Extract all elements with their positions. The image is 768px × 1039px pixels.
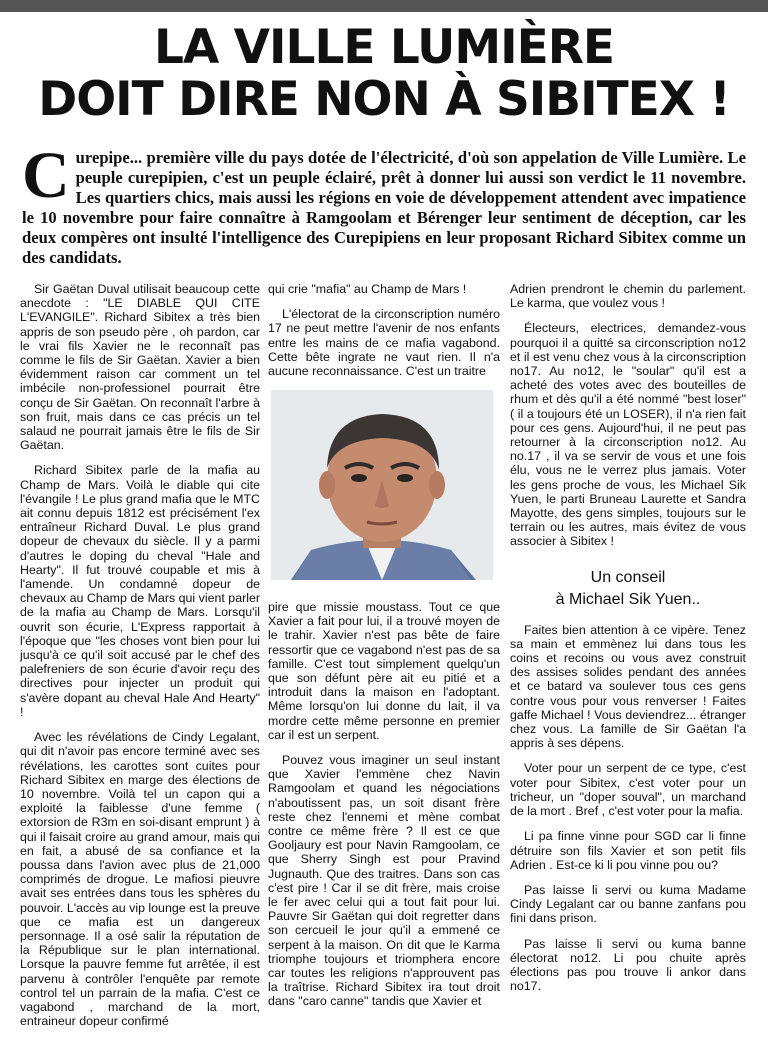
- col2-paragraph-3: pire que missie moustass. Tout ce que Xavier a fait pour lui, il a trouvé moyen de le trahir. Xavier n'est pas bête de faire ressortir que ce vagabond n'est pas de sa famille. C'est tout simplement quelqu'un que son défunt père ait eu pitié et a introduit dans la maison en l'adoptant. Même lorsqu'on lui donne du lait, il va mordre cette même personne en premier car il est un serpent.: [268, 600, 500, 742]
- portrait-illustration: [271, 390, 493, 580]
- col3-paragraph-1: Adrien prendront le chemin du parlement. Le karma, que voulez vous !: [510, 282, 746, 311]
- lead-paragraph: [22, 139, 746, 268]
- column-2-top: [268, 282, 500, 389]
- headline-line-1: LA VILLE LUMIÈRE: [153, 20, 614, 75]
- col3-paragraph-6: Pas laisse li servi ou kuma Madame Cindy Legalant car ou banne zanfans pou fini dans prison.: [510, 882, 746, 926]
- col3-paragraph-3: Faites bien attention à ce vipère. Tenez sa main et emmènez lui dans tous les coins et recoins ou vous avez construit des assises solides pendant des années et ce batard va soulever tous ces gens contre vous pour vous renverser ! Faites gaffe Michael ! Vous deviendrez... étranger chez vous. La famille de Sir Gaëtan l'a appris à ses dépens.: [510, 622, 746, 751]
- column-3: [510, 282, 746, 1004]
- col3-paragraph-7: Pas laisse li servi ou kuma banne électorat no12. Li pou chuite après élections pas pou trouve li ankor dans no17.: [510, 936, 746, 994]
- portrait-photo: [271, 390, 493, 580]
- subheading-line-2: à Michael Sik Yuen..: [555, 590, 701, 608]
- top-bar: [0, 0, 768, 12]
- column-1: [20, 282, 260, 1039]
- subheading-line-1: Un conseil: [590, 568, 666, 586]
- col3-paragraph-2: Électeurs, electrices, demandez-vous pourquoi il a quitté sa circonscription no12 et il est venu chez vous à la circonscription no17. Au no12, le "soular" qu'il est a acheté des votes avec des bouteilles de rhum et dès qu'il a été nommé "best loser" ( il a toujours été un LOSER), il n'a rien fait pour ces gens. Aujourd'hui, il ne peut pas retourner à la circonscription no12. Au no.17 , il va se servir de vous et une fois élu, vous ne le verrez plus jamais. Voter les gens proche de vous, les Michael Sik Yuen, le parti Bruneau Laurette et Sandra Mayotte, des gens simples, toujours sur le terrain ou les autres, mais évitez de vous associer à Sibitex !: [510, 321, 746, 549]
- col2-paragraph-1: qui crie "mafia" au Champ de Mars !: [268, 282, 467, 296]
- headline-line-2: DOIT DIRE NON À SIBITEX !: [38, 72, 730, 127]
- col3-paragraph-4: Voter pour un serpent de ce type, c'est voter pour Sibitex, c'est voter pour un tricheur, un "doper souval", un marchand de la mort . Bref , c'est voter pour la mafia.: [510, 761, 746, 819]
- subheading: [510, 567, 746, 611]
- col2-paragraph-2: L'électorat de la circonscription numéro 17 ne peut mettre l'avenir de nos enfants entre les mains de ce mafia vagabond. Cette bête ingrate ne vaut rien. Il n'a aucune reconnaissance. C'est un traitre: [268, 307, 500, 379]
- col1-paragraph-3: Avec les révélations de Cindy Legalant, qui dit n'avoir pas encore terminé avec ses révélations, les carottes sont cuites pour Richard Sibitex en marge des élections de 10 novembre. Voilà tel un capon qui a exploité la faiblesse d'une femme ( extorsion de R3m en soi-disant emprunt ) à qui il faisait croire au grand amour, mais qui en fait, a abusé de sa confiance et la poussa dans l'avion avec plus de 21,000 comprimés de drogue. Le mafiosi pieuvre avait ses entrées dans tous les sphères du pouvoir. L'accès au vip lounge est la preuve que ce mafia est un dangereux personnage. Il a osé salir la réputation de la République sur le plan international. Lorsque la pauvre femme fut arrêtée, il est parvenu à contrôler l'enquête par remote control tel un parrain de la mafia. C'est ce vagabond , marchand de la mort, entraineur dopeur confirmé: [20, 730, 261, 1029]
- headline: [0, 22, 768, 126]
- column-2-bottom: [268, 600, 500, 1020]
- col3-paragraph-5: Li pa finne vinne pour SGD car li finne détruire son fils Xavier et son petit fils Adrien . Est-ce ki li pou vinne pou ou?: [510, 829, 746, 872]
- col2-paragraph-4: Pouvez vous imaginer un seul instant que Xavier l'emmène chez Navin Ramgoolam et quand les négociations n'aboutissent pas, un soit disant frère reste chez l'ennemi et mène combat contre ce même frère ? Il est ce que Gooljaury est pour Navin Ramgoolam, ce que Sherry Singh est pour Pravind Jugnauth. Que des traitres. Dans son cas c'est pire ! Car il se dit frère, mais croise le fer avec celui qui a tout fait pour lui. Pauvre Sir Gaëtan qui doit regretter dans son cercueil le jour qu'il a emmené ce serpent à la maison. On dit que le Karma triomphe toujours et triomphera encore car toutes les religions n'approuvent pas la traîtrise. Richard Sibitex ira tout droit dans "caro canne" tandis que Xavier et: [268, 753, 500, 1009]
- lead-text: urepipe... première ville du pays dotée de l'électricité, d'où son appelation de Ville Lumière. Le peuple curepipien, c'est un peuple éclairé, prêt à donner lui aussi son verdict le 11 novembre. Les quartiers chics, mais aussi les régions en voie de développement attendent avec impatience le 10 novembre pour faire connaître à Ramgoolam et Bérenger leur sentiment de déception, car les deux compères ont insulté l'intelligence des Curepipiens en leur proposant Richard Sibitex comme un des candidats.: [22, 148, 746, 267]
- col1-paragraph-1: Sir Gaëtan Duval utilisait beaucoup cette anecdote : "LE DIABLE QUI CITE L'EVANGILE". Richard Sibitex a très bien appris de son pseudo père , oh pardon, car le vrai fils Xavier ne le reconnaît pas comme le fils de Sir Gaëtan. Xavier a bien évidemment raison car comment un tel imbécile non-professionel pourrait être conçu de Sir Gaëtan. On reconnaît l'arbre à son fruit, mais dans ce cas précis un tel salaud ne pourrait jamais être le fils de Sir Gaëtan.: [20, 282, 260, 453]
- col1-paragraph-2: Richard Sibitex parle de la mafia au Champ de Mars. Voilà le diable qui cite l'évangile ! Le plus grand mafia que le MTC ait connu depuis 1812 est précisément l'ex entraîneur Richard Duval. Le plus grand dopeur de chevaux du siècle. Il y a parmi d'autres le doping du cheval "Hale and Hearty". Il fut trouvé coupable et mis à l'amende. Un condamné dopeur de chevaux au Champ de Mars qui vient parler de la mafia au Champ de Mars. Lorsqu'il ouvrit son écurie, L'Express rapportait à l'époque que "les choses vont bien pour lui jusqu'à ce qu'il soit accusé par le chef des palefreniers de son écurie d'avoir reçu des directives pour injecter un produit qui s'avère dopant au cheval Hale And Hearty" !: [20, 463, 260, 719]
- drop-cap: C: [22, 139, 70, 212]
